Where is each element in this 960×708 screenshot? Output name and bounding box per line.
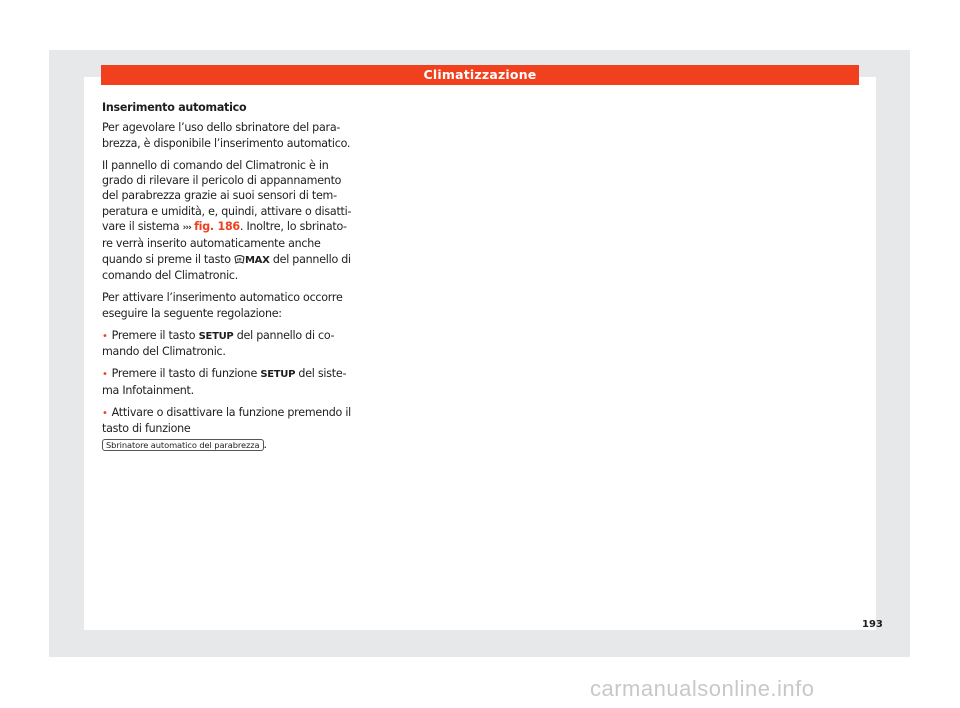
reference-arrows: ›››	[182, 223, 191, 234]
list-item: • Attivare o disattivare la funzione premendo il tasto di funzione Sbrinatore automatico del parabrezza .	[102, 406, 352, 451]
watermark-text: carmanualsonline.info	[590, 676, 815, 701]
list-item: • Premere il tasto di funzione SETUP del sistema Infotainment.	[102, 367, 347, 397]
section-heading: Inserimento automatico	[102, 101, 247, 114]
setup-key-label: SETUP	[198, 330, 234, 342]
figure-link[interactable]: fig. 186	[194, 220, 240, 234]
bullet-icon: •	[102, 369, 108, 381]
paragraph-text: del pannello di comando del Climatronic.	[102, 252, 351, 282]
paragraph-text: . Inoltre, lo sbrinatore verrà inserito automaticamente anche quando si preme il tasto	[102, 220, 348, 266]
windshield-defrost-softkey: Sbrinatore automatico del parabrezza	[102, 439, 264, 451]
page-number: 193	[862, 619, 883, 630]
chapter-title: Climatizzazione	[423, 67, 537, 82]
bullet-icon: •	[102, 330, 108, 342]
windshield-defrost-icon	[234, 254, 245, 264]
paragraph-climatronic	[102, 158, 352, 283]
paragraph-intro: Per agevolare l’uso dello sbrinatore del parabrezza, è disponibile l’inserimento automatico.	[102, 121, 351, 150]
paragraph-setup-intro: Per attivare l’inserimento automatico occorre eseguire la seguente regolazione:	[102, 291, 343, 320]
list-item: • Premere il tasto SETUP del pannello di comando del Climatronic.	[102, 328, 335, 359]
bullet-icon: •	[102, 408, 108, 420]
setup-function-key-label: SETUP	[260, 369, 296, 381]
max-key-label: MAX	[245, 254, 270, 266]
content-column	[102, 100, 352, 459]
chapter-header	[101, 65, 859, 85]
paragraph-text: Il pannello di comando del Climatronic è in grado di rilevare il pericolo di appannamento del parabrezza grazie ai suoi sensori di temperatura e umidità, e, quindi, attivare o disattivare il sistema	[102, 158, 352, 234]
